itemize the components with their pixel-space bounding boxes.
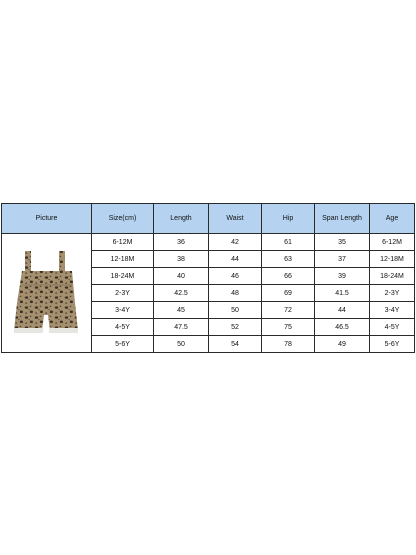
cell-hip: 66	[262, 268, 315, 285]
cell-waist: 52	[209, 319, 262, 336]
cell-age: 18-24M	[370, 268, 415, 285]
cell-waist: 54	[209, 336, 262, 353]
cell-span-length: 35	[315, 234, 370, 251]
cell-size: 5-6Y	[92, 336, 154, 353]
cell-span-length: 39	[315, 268, 370, 285]
cell-waist: 46	[209, 268, 262, 285]
cell-waist: 42	[209, 234, 262, 251]
table-row	[2, 234, 415, 251]
header-span-length: Span Length	[315, 204, 370, 234]
size-chart-table	[1, 203, 415, 353]
cell-length: 38	[154, 251, 209, 268]
cell-age: 6-12M	[370, 234, 415, 251]
cell-hip: 61	[262, 234, 315, 251]
cell-span-length: 46.5	[315, 319, 370, 336]
cell-length: 42.5	[154, 285, 209, 302]
cell-length: 36	[154, 234, 209, 251]
header-picture: Picture	[2, 204, 92, 234]
header-size: Size(cm)	[92, 204, 154, 234]
cell-length: 50	[154, 336, 209, 353]
cell-size: 12-18M	[92, 251, 154, 268]
cell-span-length: 41.5	[315, 285, 370, 302]
cell-size: 4-5Y	[92, 319, 154, 336]
cell-span-length: 37	[315, 251, 370, 268]
cell-waist: 50	[209, 302, 262, 319]
cell-age: 4-5Y	[370, 319, 415, 336]
product-image	[4, 245, 90, 341]
cell-age: 12-18M	[370, 251, 415, 268]
cell-hip: 69	[262, 285, 315, 302]
cell-length: 40	[154, 268, 209, 285]
cell-span-length: 44	[315, 302, 370, 319]
cell-size: 6-12M	[92, 234, 154, 251]
header-age: Age	[370, 204, 415, 234]
cell-waist: 48	[209, 285, 262, 302]
cell-span-length: 49	[315, 336, 370, 353]
header-hip: Hip	[262, 204, 315, 234]
cell-size: 18-24M	[92, 268, 154, 285]
cell-size: 2-3Y	[92, 285, 154, 302]
cell-hip: 72	[262, 302, 315, 319]
cell-age: 5-6Y	[370, 336, 415, 353]
cell-hip: 75	[262, 319, 315, 336]
cell-waist: 44	[209, 251, 262, 268]
cell-hip: 78	[262, 336, 315, 353]
cell-size: 3-4Y	[92, 302, 154, 319]
cell-length: 47.5	[154, 319, 209, 336]
cell-length: 45	[154, 302, 209, 319]
header-length: Length	[154, 204, 209, 234]
header-row	[2, 204, 415, 234]
header-waist: Waist	[209, 204, 262, 234]
cell-age: 2-3Y	[370, 285, 415, 302]
cell-age: 3-4Y	[370, 302, 415, 319]
product-picture-cell	[2, 234, 92, 353]
cell-hip: 63	[262, 251, 315, 268]
